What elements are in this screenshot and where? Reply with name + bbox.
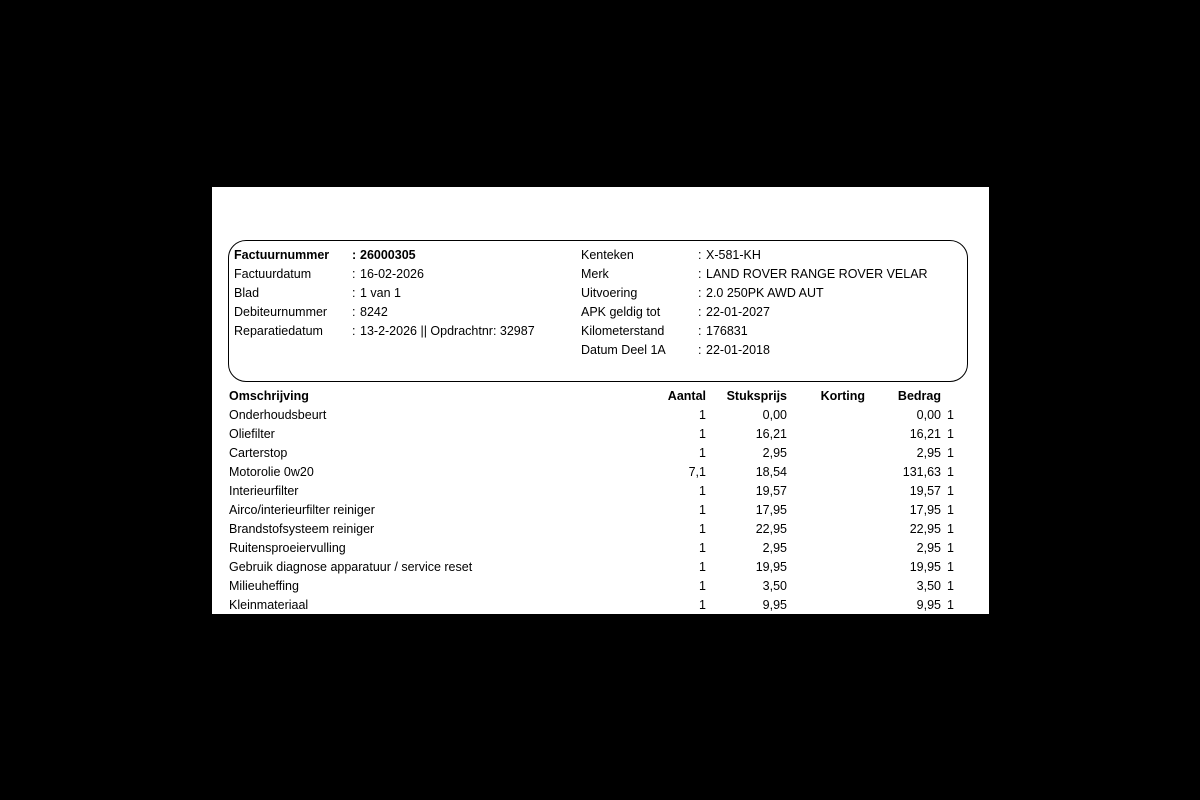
table-row xyxy=(229,596,974,614)
left-value: 1 van 1 xyxy=(360,286,402,300)
cell-description: Carterstop xyxy=(229,446,288,460)
cell-unit-price: 16,21 xyxy=(755,427,787,441)
cell-quantity: 1 xyxy=(699,560,706,574)
cell-unit-price: 18,54 xyxy=(755,465,787,479)
left-label: Factuurnummer xyxy=(234,248,330,262)
invoice-lines-table xyxy=(229,387,974,614)
cell-amount: 0,00 xyxy=(916,408,941,422)
cell-amount: 2,95 xyxy=(916,446,941,460)
right-separator: : xyxy=(698,248,702,262)
cell-amount: 16,21 xyxy=(909,427,941,441)
cell-unit-price: 3,50 xyxy=(762,579,787,593)
left-separator: : xyxy=(352,267,356,281)
right-value: X-581-KH xyxy=(706,248,761,262)
cell-description: Brandstofsysteem reiniger xyxy=(229,522,375,536)
cell-description: Milieuheffing xyxy=(229,579,299,593)
cell-code: 1 xyxy=(947,560,954,574)
cell-amount: 17,95 xyxy=(909,503,941,517)
right-label: Merk xyxy=(581,267,609,281)
cell-code: 1 xyxy=(947,427,954,441)
right-label: Kilometerstand xyxy=(581,324,665,338)
left-label: Debiteurnummer xyxy=(234,305,328,319)
cell-code: 1 xyxy=(947,579,954,593)
cell-unit-price: 19,95 xyxy=(755,560,787,574)
cell-description: Motorolie 0w20 xyxy=(229,465,314,479)
left-label: Blad xyxy=(234,286,260,300)
cell-quantity: 1 xyxy=(699,541,706,555)
right-label: APK geldig tot xyxy=(581,305,661,319)
left-separator: : xyxy=(352,305,356,319)
header-quantity: Aantal xyxy=(667,389,706,403)
right-label: Kenteken xyxy=(581,248,634,262)
cell-description: Airco/interieurfilter reiniger xyxy=(229,503,375,517)
table-row xyxy=(229,558,974,577)
table-row xyxy=(229,482,974,501)
header-description: Omschrijving xyxy=(229,389,309,403)
header-amount: Bedrag xyxy=(897,389,941,403)
cell-description: Interieurfilter xyxy=(229,484,299,498)
right-label: Datum Deel 1A xyxy=(581,343,666,357)
right-label: Uitvoering xyxy=(581,286,638,300)
right-value: 22-01-2027 xyxy=(706,305,770,319)
left-separator: : xyxy=(352,324,356,338)
right-separator: : xyxy=(698,286,702,300)
cell-code: 1 xyxy=(947,465,954,479)
right-separator: : xyxy=(698,343,702,357)
right-value: 2.0 250PK AWD AUT xyxy=(706,286,824,300)
table-row xyxy=(229,463,974,482)
cell-amount: 3,50 xyxy=(916,579,941,593)
right-value: 176831 xyxy=(706,324,748,338)
cell-quantity: 1 xyxy=(699,503,706,517)
table-row xyxy=(229,577,974,596)
cell-amount: 2,95 xyxy=(916,541,941,555)
left-separator: : xyxy=(352,286,356,300)
cell-code: 1 xyxy=(947,503,954,517)
table-row xyxy=(229,444,974,463)
table-row xyxy=(229,539,974,558)
left-label: Factuurdatum xyxy=(234,267,312,281)
cell-amount: 9,95 xyxy=(916,598,941,612)
header-unit-price: Stuksprijs xyxy=(726,389,787,403)
cell-quantity: 1 xyxy=(699,579,706,593)
right-separator: : xyxy=(698,305,702,319)
cell-amount: 19,57 xyxy=(909,484,941,498)
cell-code: 1 xyxy=(947,541,954,555)
right-value: LAND ROVER RANGE ROVER VELAR xyxy=(706,267,928,281)
cell-description: Gebruik diagnose apparatuur / service reset xyxy=(229,560,473,574)
right-separator: : xyxy=(698,267,702,281)
cell-unit-price: 2,95 xyxy=(762,541,787,555)
table-row xyxy=(229,425,974,444)
cell-code: 1 xyxy=(947,484,954,498)
cell-quantity: 1 xyxy=(699,408,706,422)
table-body xyxy=(229,406,974,614)
left-value: 8242 xyxy=(360,305,388,319)
cell-code: 1 xyxy=(947,446,954,460)
table-row xyxy=(229,501,974,520)
cell-unit-price: 0,00 xyxy=(762,408,787,422)
table-row xyxy=(229,406,974,425)
cell-description: Oliefilter xyxy=(229,427,275,441)
cell-amount: 131,63 xyxy=(902,465,941,479)
cell-code: 1 xyxy=(947,522,954,536)
cell-quantity: 1 xyxy=(699,598,706,612)
right-value: 22-01-2018 xyxy=(706,343,770,357)
cell-quantity: 1 xyxy=(699,446,706,460)
cell-description: Ruitensproeiervulling xyxy=(229,541,346,555)
table-header-row xyxy=(229,387,974,406)
header-discount: Korting xyxy=(820,389,865,403)
cell-description: Kleinmateriaal xyxy=(229,598,309,612)
cell-code: 1 xyxy=(947,598,954,612)
left-value: 13-2-2026 || Opdrachtnr: 32987 xyxy=(360,324,535,338)
invoice-page xyxy=(212,187,989,614)
cell-amount: 19,95 xyxy=(909,560,941,574)
cell-unit-price: 22,95 xyxy=(755,522,787,536)
left-label: Reparatiedatum xyxy=(234,324,323,338)
right-separator: : xyxy=(698,324,702,338)
left-value: 26000305 xyxy=(360,248,416,262)
cell-quantity: 1 xyxy=(699,484,706,498)
cell-quantity: 1 xyxy=(699,427,706,441)
cell-quantity: 1 xyxy=(699,522,706,536)
cell-quantity: 7,1 xyxy=(688,465,706,479)
cell-code: 1 xyxy=(947,408,954,422)
cell-amount: 22,95 xyxy=(909,522,941,536)
left-separator: : xyxy=(352,248,357,262)
cell-unit-price: 19,57 xyxy=(755,484,787,498)
table-row xyxy=(229,520,974,539)
cell-unit-price: 2,95 xyxy=(762,446,787,460)
cell-unit-price: 17,95 xyxy=(755,503,787,517)
cell-description: Onderhoudsbeurt xyxy=(229,408,327,422)
cell-unit-price: 9,95 xyxy=(762,598,787,612)
left-value: 16-02-2026 xyxy=(360,267,424,281)
